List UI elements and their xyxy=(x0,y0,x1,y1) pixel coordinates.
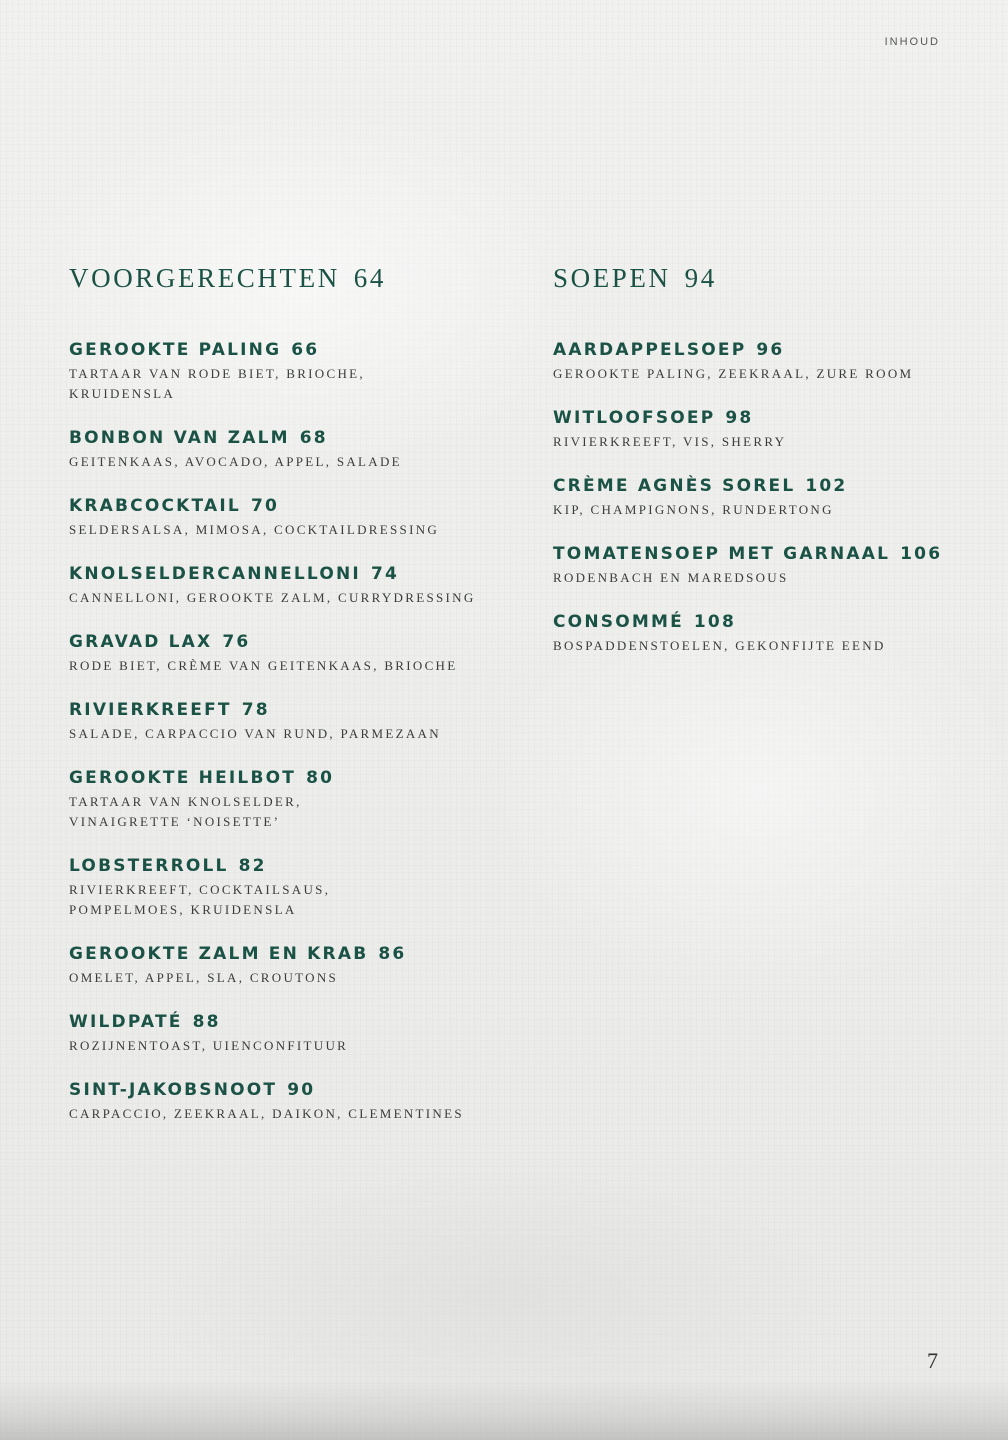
toc-entry xyxy=(69,856,509,920)
recipe-page-number: 80 xyxy=(306,768,335,788)
toc-entry xyxy=(553,476,973,520)
toc-entry xyxy=(553,544,973,588)
recipe-description xyxy=(553,568,973,588)
recipe-description-line: SALADE, CARPACCIO VAN RUND, PARMEZAAN xyxy=(69,726,441,741)
recipe-page-number: 66 xyxy=(291,340,320,360)
toc-entry xyxy=(69,1012,509,1056)
recipe-description xyxy=(553,500,973,520)
recipe-description xyxy=(69,968,499,988)
recipe-list xyxy=(553,340,973,656)
recipe-description-line: POMPELMOES, KRUIDENSLA xyxy=(69,902,297,917)
recipe-description xyxy=(69,520,499,540)
recipe-title-text: WITLOOFSOEP xyxy=(553,408,716,428)
recipe-title-text: GEROOKTE HEILBOT xyxy=(69,768,297,788)
recipe-title xyxy=(69,700,509,720)
page-number: 7 xyxy=(927,1348,938,1373)
recipe-description xyxy=(69,724,499,744)
recipe-description-line: TARTAAR VAN KNOLSELDER, xyxy=(69,794,302,809)
recipe-title xyxy=(69,1080,509,1100)
recipe-title xyxy=(69,944,509,964)
recipe-description xyxy=(553,432,973,452)
recipe-title xyxy=(553,408,973,428)
recipe-description-line: ROZIJNENTOAST, UIENCONFITUUR xyxy=(69,1038,349,1053)
recipe-title xyxy=(69,496,509,516)
recipe-page-number: 78 xyxy=(241,700,270,720)
recipe-description-line: GEITENKAAS, AVOCADO, APPEL, SALADE xyxy=(69,454,402,469)
toc-entry xyxy=(69,632,509,676)
recipe-description-line: RODE BIET, CRÈME VAN GEITENKAAS, BRIOCHE xyxy=(69,658,458,673)
recipe-title-text: GRAVAD LAX xyxy=(69,632,213,652)
toc-entry xyxy=(553,612,973,656)
recipe-title-text: CRÈME AGNÈS SOREL xyxy=(553,476,796,496)
recipe-title-text: GEROOKTE ZALM EN KRAB xyxy=(69,944,369,964)
section-title-soepen xyxy=(553,262,973,294)
recipe-description-line: CARPACCIO, ZEEKRAAL, DAIKON, CLEMENTINES xyxy=(69,1106,464,1121)
toc-entry xyxy=(553,340,973,384)
recipe-title-text: WILDPATÉ xyxy=(69,1012,183,1032)
recipe-page-number: 90 xyxy=(287,1080,316,1100)
recipe-title-text: CONSOMMÉ xyxy=(553,612,684,632)
recipe-page-number: 68 xyxy=(299,428,328,448)
section-title-voorgerechten xyxy=(69,262,509,294)
recipe-page-number: 96 xyxy=(756,340,785,360)
recipe-description xyxy=(69,792,499,832)
toc-entry xyxy=(553,408,973,452)
recipe-page-number: 76 xyxy=(222,632,251,652)
recipe-description-line: BOSPADDENSTOELEN, GEKONFIJTE EEND xyxy=(553,638,886,653)
recipe-title xyxy=(553,476,973,496)
recipe-description-line: SELDERSALSA, MIMOSA, COCKTAILDRESSING xyxy=(69,522,440,537)
toc-column-voorgerechten xyxy=(69,262,509,1148)
toc-entry xyxy=(69,564,509,608)
recipe-title-text: LOBSTERROLL xyxy=(69,856,229,876)
recipe-page-number: 106 xyxy=(900,544,943,564)
recipe-title xyxy=(69,340,509,360)
recipe-description-line: KRUIDENSLA xyxy=(69,386,176,401)
recipe-page-number: 86 xyxy=(378,944,407,964)
recipe-page-number: 74 xyxy=(370,564,400,584)
recipe-list xyxy=(69,340,509,1124)
recipe-description xyxy=(69,364,499,404)
recipe-page-number: 102 xyxy=(805,476,848,496)
toc-entry xyxy=(69,944,509,988)
recipe-description-line: RIVIERKREEFT, VIS, SHERRY xyxy=(553,434,787,449)
recipe-title-text: GEROOKTE PALING xyxy=(69,340,282,360)
section-page-number: 94 xyxy=(684,263,717,293)
recipe-title-text: KRABCOCKTAIL xyxy=(69,496,241,516)
recipe-title xyxy=(553,340,973,360)
recipe-description xyxy=(69,588,499,608)
recipe-description xyxy=(69,880,499,920)
recipe-title-text: BONBON VAN ZALM xyxy=(69,428,290,448)
recipe-description-line: OMELET, APPEL, SLA, CROUTONS xyxy=(69,970,339,985)
toc-entry xyxy=(69,1080,509,1124)
recipe-description-line: VINAIGRETTE ‘NOISETTE’ xyxy=(69,814,281,829)
recipe-title xyxy=(69,632,509,652)
recipe-description xyxy=(553,364,973,384)
recipe-description-line: CANNELLONI, GEROOKTE ZALM, CURRYDRESSING xyxy=(69,590,476,605)
recipe-page-number: 70 xyxy=(250,496,280,516)
recipe-title-text: TOMATENSOEP MET GARNAAL xyxy=(553,544,891,564)
recipe-title-text: SINT-JAKOBSNOOT xyxy=(69,1080,278,1100)
toc-entry xyxy=(69,428,509,472)
recipe-title xyxy=(553,544,973,564)
toc-entry xyxy=(69,768,509,832)
fabric-bottom-edge xyxy=(0,1380,1008,1440)
recipe-description xyxy=(69,1104,499,1124)
recipe-title xyxy=(69,564,509,584)
recipe-description-line: RODENBACH EN MAREDSOUS xyxy=(553,570,789,585)
recipe-description-line: GEROOKTE PALING, ZEEKRAAL, ZURE ROOM xyxy=(553,366,914,381)
recipe-page-number: 98 xyxy=(725,408,754,428)
recipe-title-text: RIVIERKREEFT xyxy=(69,700,232,720)
running-head: INHOUD xyxy=(884,36,940,48)
section-title-text: VOORGERECHTEN xyxy=(69,263,340,293)
recipe-title xyxy=(69,1012,509,1032)
toc-entry xyxy=(69,700,509,744)
recipe-description xyxy=(69,656,499,676)
recipe-description-line: TARTAAR VAN RODE BIET, BRIOCHE, xyxy=(69,366,365,381)
recipe-title xyxy=(553,612,973,632)
section-title-text: SOEPEN xyxy=(553,263,671,293)
recipe-page-number: 88 xyxy=(192,1012,221,1032)
recipe-page-number: 82 xyxy=(238,856,267,876)
recipe-description-line: RIVIERKREEFT, COCKTAILSAUS, xyxy=(69,882,331,897)
toc-column-soepen xyxy=(553,262,973,680)
recipe-title-text: AARDAPPELSOEP xyxy=(553,340,747,360)
recipe-title xyxy=(69,768,509,788)
recipe-description-line: KIP, CHAMPIGNONS, RUNDERTONG xyxy=(553,502,834,517)
toc-entry xyxy=(69,340,509,404)
toc-entry xyxy=(69,496,509,540)
recipe-title-text: KNOLSELDERCANNELLONI xyxy=(69,564,361,584)
recipe-description xyxy=(553,636,973,656)
recipe-title xyxy=(69,428,509,448)
recipe-description xyxy=(69,452,499,472)
recipe-title xyxy=(69,856,509,876)
section-page-number: 64 xyxy=(353,263,386,293)
recipe-page-number: 108 xyxy=(693,612,736,632)
recipe-description xyxy=(69,1036,499,1056)
